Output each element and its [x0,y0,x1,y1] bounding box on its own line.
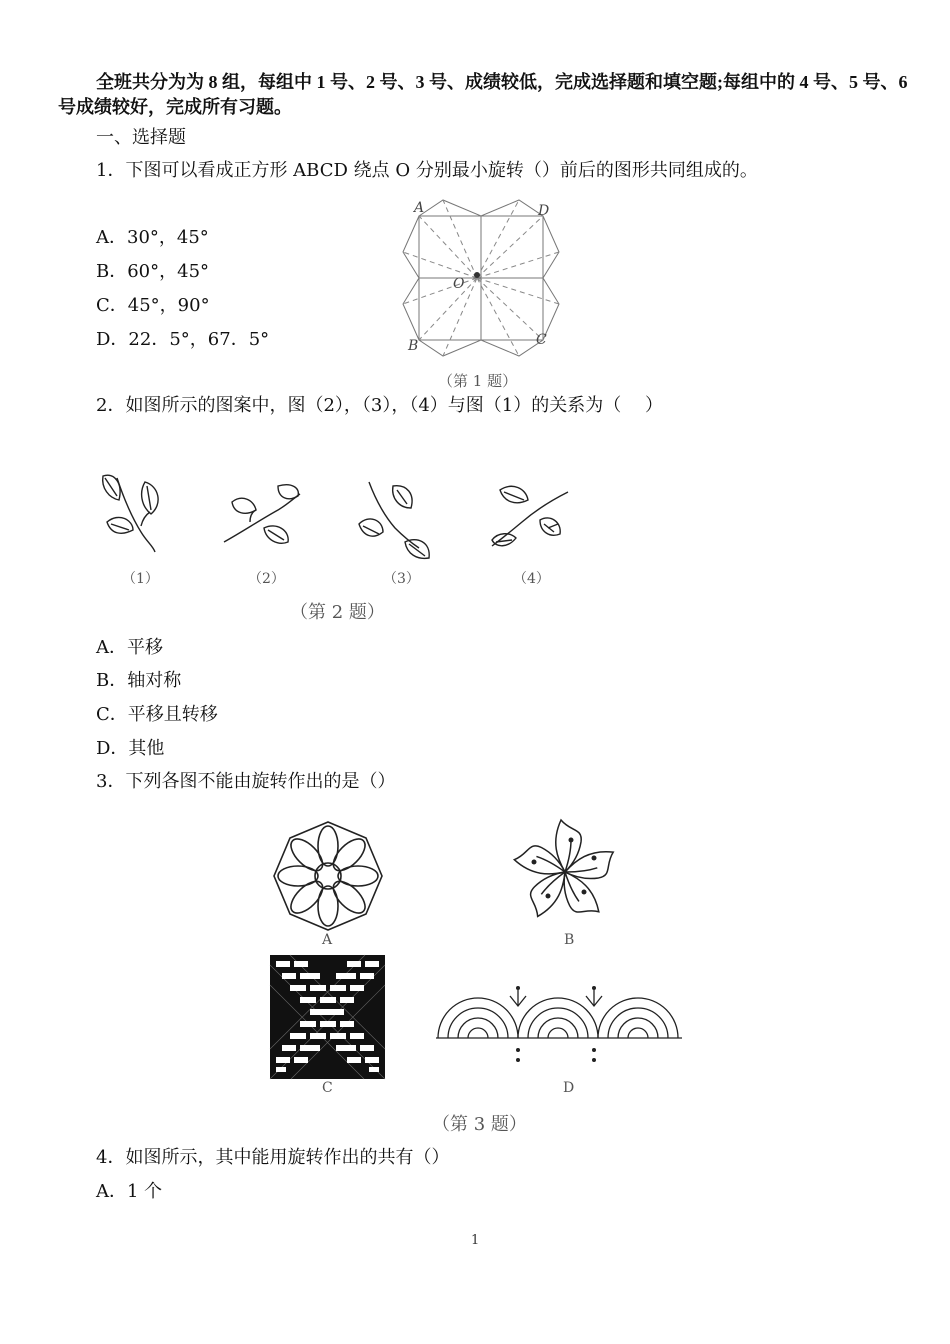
q3-figure-b-bauhinia [500,810,630,930]
q2-stem: 2．如图所示的图案中，图（2），（3），（4）与图（1）的关系为（ ） [96,395,663,416]
q3-label-a: A [322,932,333,948]
q1-label-a: A [414,200,425,216]
q1-label-b: B [408,338,419,354]
q1-caption: （第 1 题） [438,372,518,390]
q2-leaf-figure-4 [488,482,573,557]
q2-sub-label-1: （1） [122,571,159,587]
q2-sub-label-2: （2） [248,571,285,587]
q2-option-a: A．平移 [96,637,163,658]
q2-sub-label-4: （4） [513,571,550,587]
q1-stem: 1．下图可以看成正方形 ABCD 绕点 O 分别最小旋转（）前后的图形共同组成的。 [96,160,758,181]
q3-label-d: D [563,1080,575,1096]
section-heading: 一、选择题 [96,127,186,148]
q3-label-b: B [564,932,575,948]
q1-option-c: C．45°，90° [96,295,210,316]
q2-caption: （第 2 题） [290,602,385,623]
q4-stem: 4．如图所示，其中能用旋转作出的共有（） [96,1147,450,1168]
q2-option-c: C．平移且转移 [96,704,218,725]
intro-paragraph: 全班共分为为 8 组，每组中 1 号、2 号、3 号、成绩较低，完成选择题和填空题;每组中的 4 号、5 号、6 号成绩较好，完成所有习题。 [58,72,908,117]
q2-sub-label-3: （3） [383,571,420,587]
q1-label-c: C [536,332,547,348]
q4-option-a: A．1 个 [96,1181,163,1202]
q3-figure-c-tiled-square [270,955,385,1079]
q2-option-d: D．其他 [96,738,165,759]
q1-option-d: D．22．5°，67．5° [96,329,270,350]
q3-figure-a-rosette [270,822,386,930]
q2-leaf-figure-3 [355,478,440,563]
q3-stem: 3．下列各图不能由旋转作出的是（） [96,771,396,792]
q1-option-a: A．30°，45° [96,227,209,248]
page-number: 1 [471,1233,480,1248]
q2-leaf-figure-1 [95,470,170,555]
q3-label-c: C [322,1080,333,1096]
q1-option-b: B．60°，45° [96,261,210,282]
q2-leaf-figure-2 [220,480,305,555]
q1-label-o: O [453,276,465,292]
q2-option-b: B．轴对称 [96,670,182,691]
q3-caption: （第 3 题） [432,1114,527,1135]
q1-label-d: D [538,203,550,219]
q3-figure-d-arch-frieze [434,980,684,1070]
